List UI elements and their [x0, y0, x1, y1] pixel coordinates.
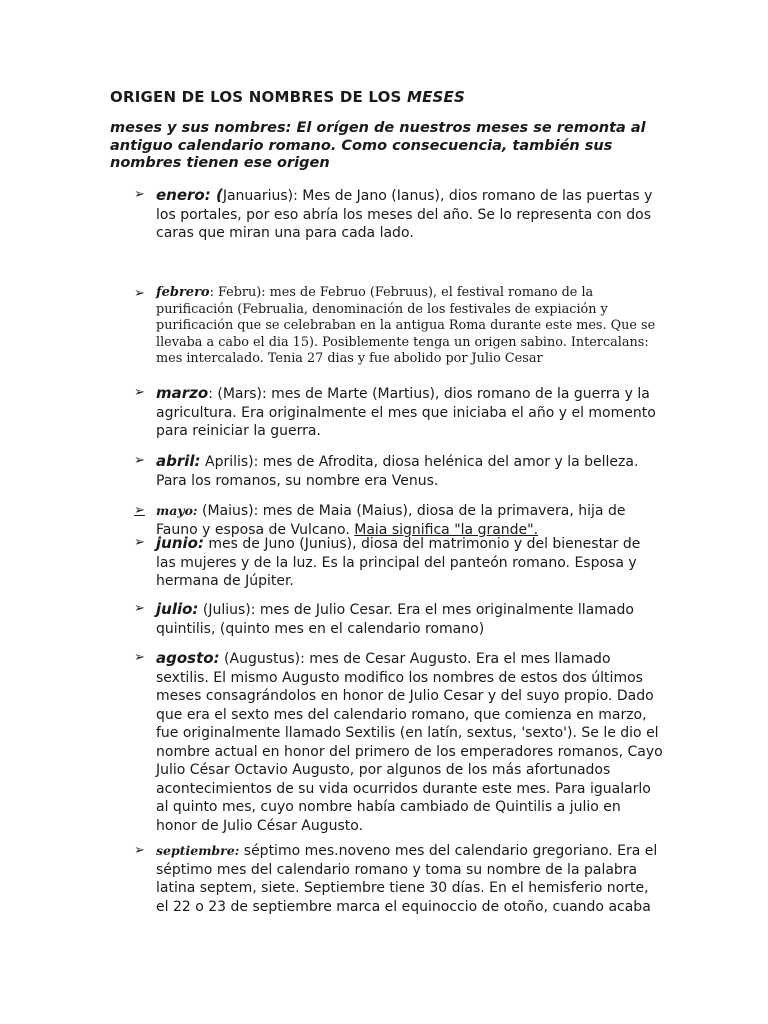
- document-title: [110, 88, 465, 106]
- bullet-arrow-icon: ➢: [134, 650, 145, 665]
- intro-paragraph: meses y sus nombres: El orígen de nuestros meses se remonta al antiguo calendario romano. Como consecuencia, también sus nombres tienen ese origen: [110, 120, 646, 171]
- month-text: Januarius): Mes de Jano (Ianus), dios romano de las puertas y los portales, por eso abría los meses del año. Se lo representa con dos caras que miran una para cada lado.: [156, 188, 653, 241]
- list-item-abril: [134, 452, 664, 490]
- list-item-junio: [134, 534, 664, 591]
- month-text: Febru): mes de Februo (Februus), el festival romano de la purificación (Februalia, denominación de los festivales de expiación y purificación que se celebraban en la antigua Roma durante este mes. Que se llevaba a cabo el dia 15). Posiblemente tenga un origen sabino. Intercalans: mes intercalado. Tenia 27 dias y fue abolido por Julio Cesar: [156, 285, 656, 366]
- month-text: Aprilis): mes de Afrodita, diosa helénica del amor y la belleza. Para los romanos, su nombre era Venus.: [156, 454, 639, 489]
- month-text: séptimo mes.noveno mes del calendario gregoriano. Era el séptimo mes del calendario romano y toma su nombre de la palabra latina septem, siete. Septiembre tiene 30 días. En el hemisferio norte, el 22 o 23 de septiembre marca el equinoccio de otoño, cuando acaba: [156, 843, 658, 915]
- month-text: (Augustus): mes de Cesar Augusto. Era el mes llamado sextilis. El mismo Augusto modifico los nombres de estos dos últimos meses consagrándolos en honor de Julio Cesar y del suyo propio. Dado que era el sexto mes del calendario romano, que comienza en marzo, fue originalmente llamado Sextilis (en latín, sextus, 'sexto'). Se le dio el nombre actual en honor del primero de los emperadores romanos, Cayo Julio César Octavio Augusto, por algunos de los más afortunados acontecimientos de su vida ocurridos durante este mes. Para igualarlo al quinto mes, cuyo nombre había cambiado de Quintilis a julio en honor de Julio César Augusto.: [156, 651, 663, 834]
- title-italic: MESES: [406, 88, 465, 106]
- month-term: abril:: [156, 452, 201, 470]
- bullet-arrow-icon: ➢: [134, 843, 145, 858]
- list-item-marzo: [134, 384, 664, 441]
- month-text: (Maius): mes de Maia (Maius), diosa de la primavera, hija de Fauno y esposa de Vulcano.: [156, 503, 626, 538]
- month-text: mes de Juno (Junius), diosa del matrimonio y del bienestar de las mujeres y de la luz. Es la principal del panteón romano. Esposa y hermana de Júpiter.: [156, 536, 641, 589]
- bullet-arrow-icon: ➢: [134, 503, 145, 518]
- month-text: (Julius): mes de Julio Cesar. Era el mes originalmente llamado quintilis, (quinto mes en el calendario romano): [156, 602, 634, 637]
- list-item-enero: [134, 186, 664, 243]
- bullet-arrow-icon: ➢: [134, 286, 145, 301]
- list-item-febrero: [134, 285, 664, 368]
- month-term: mayo:: [156, 503, 198, 518]
- month-term: septiembre:: [156, 843, 240, 858]
- month-term: enero:: [156, 186, 211, 204]
- underlined-note: Maia significa "la grande".: [354, 521, 539, 538]
- bullet-arrow-icon: ➢: [134, 187, 145, 202]
- month-sep: :: [209, 285, 218, 300]
- month-term: julio:: [156, 600, 199, 618]
- list-item-agosto: [134, 649, 664, 835]
- list-item-septiembre: [134, 842, 664, 916]
- month-term: marzo: [156, 384, 209, 402]
- bullet-arrow-icon: ➢: [134, 535, 145, 550]
- month-text: : (Mars): mes de Marte (Martius), dios romano de la guerra y la agricultura. Era originalmente el mes que iniciaba el año y el momento para reiniciar la guerra.: [156, 386, 656, 439]
- bullet-arrow-icon: ➢: [134, 385, 145, 400]
- bullet-arrow-icon: ➢: [134, 453, 145, 468]
- month-paren: (: [210, 186, 223, 204]
- title-main: ORIGEN DE LOS NOMBRES DE LOS: [110, 88, 402, 106]
- list-item-julio: [134, 600, 664, 638]
- bullet-arrow-icon: ➢: [134, 601, 145, 616]
- month-term: junio:: [156, 534, 204, 552]
- month-term: agosto:: [156, 649, 220, 667]
- month-term: febrero: [156, 285, 210, 300]
